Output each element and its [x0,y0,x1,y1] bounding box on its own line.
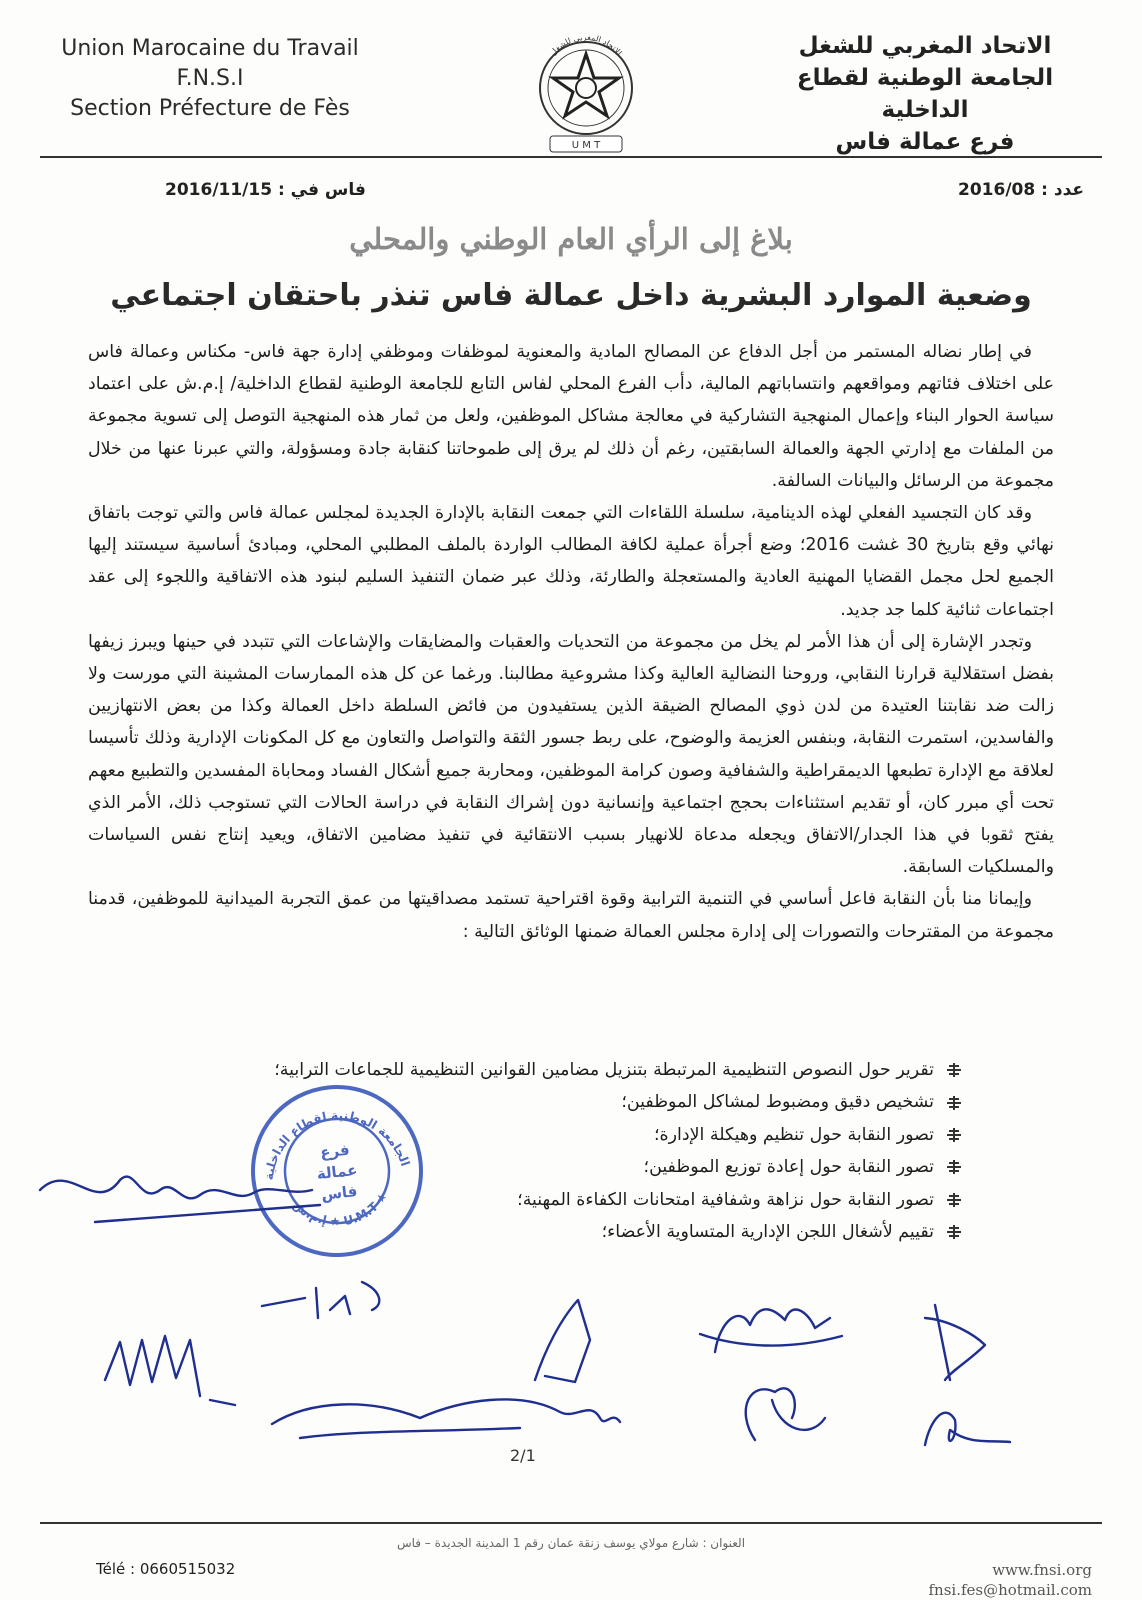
list-item-text: تشخيص دقيق ومضبوط لمشاكل الموظفين؛ [621,1092,934,1113]
signature-mark [105,1336,235,1405]
footer-website: www.fnsi.org [992,1561,1092,1579]
headline-title: وضعية الموارد البشرية داخل عمالة فاس تنذر باحتقان اجتماعي [110,278,1032,313]
document-body [88,336,1054,948]
page-number: 2/1 [510,1446,536,1465]
announcement-title: بلاغ إلى الرأي العام الوطني والمحلي [349,222,793,256]
footer-phone: Télé : 0660515032 [96,1560,236,1578]
footer-email: fnsi.fes@hotmail.com [928,1581,1092,1599]
logo-arc-text: الاتحاد المغربي للشغل [548,32,624,58]
cross-bullet-icon [946,1192,962,1208]
signature-mark [925,1305,985,1380]
header-arabic-line: الجامعة الوطنية لقطاع الداخلية [796,65,1054,123]
signature-mark [925,1413,1010,1445]
stamp-ring-text: الجامعة الوطنية لقطاع الداخلية [261,1108,413,1181]
header-french-line: Section Préfecture de Fès [70,96,350,121]
body-paragraph: وتجدر الإشارة إلى أن هذا الأمر لم يخل من مجموعة من التحديات والعقبات والمضايقات والإشاعات التي تتبدد في حينها ويبرز زيفها بفضل استقلالية قرارنا النقابي، وروحنا النضالية العالية وكذا مشروعية مطالبنا. ورغما عن كل هذه الممارسات المشينة التي مورست ولا زالت ضد نقابتنا العتيدة من لدن ذوي المصالح الضيقة الذين يستفيدون من فائض السلطة داخل العمالة وكذا من بعض الانتهازيين والفاسدين، استمرت النقابة، وبنفس العزيمة والوضوح، على ربط جسور الثقة والتواصل والتعاون مع كل المكونات الإدارية وذلك تأسيسا لعلاقة مع الإدارة تطبعها الديمقراطية والشفافية وصون كرامة الموظفين، ومحاربة جميع أشكال الفساد ومحاباة المفسدين والتطبيع معهم تحت أي مبرر كان، أو تقديم استثناءات بحجج اجتماعية وإنسانية دون إشراك النقابة في دراسة الحالات التي تستوجب ذلك، الأمر الذي يفتح ثقوبا في هذا الجدار/الاتفاق ويجعله مدعاة للانهيار بسبب الانتقائية في تنفيذ مضامين الاتفاق، ويعيد إنتاج نفس السياسات والمسلكيات السابقة. [88,631,1054,878]
signature-mark [272,1399,620,1438]
place-date: فاس في : 2016/11/15 [165,180,366,200]
body-paragraph: وإيمانا منا بأن النقابة فاعل أساسي في التنمية الترابية وقوة اقتراحية تستمد مصداقيتها من عمق التجربة الميدانية للموظفين، قدمنا مجموعة من المقترحات والتصورات إلى إدارة مجلس العمالة ضمنها الوثائق التالية : [88,889,1054,942]
stamp-center-line: فرع [319,1140,351,1162]
cross-bullet-icon [946,1095,962,1111]
header-french [40,34,380,124]
cross-bullet-icon [946,1127,962,1143]
list-item-text: تصور النقابة حول إعادة توزيع الموظفين؛ [643,1157,934,1178]
signature-mark [700,1309,842,1352]
cross-bullet-icon [946,1062,962,1078]
header-arabic-line: فرع عمالة فاس [835,129,1015,155]
cross-bullet-icon [946,1159,962,1175]
footer-divider [40,1522,1102,1524]
reference-number: عدد : 2016/08 [958,180,1084,200]
header-french-line: Union Marocaine du Travail [61,36,359,61]
header-arabic [760,30,1090,158]
union-stamp-icon [248,1082,426,1260]
signature-mark [746,1388,825,1440]
list-item-text: تصور النقابة حول تنظيم وهيكلة الإدارة؛ [654,1124,934,1145]
signature-mark [262,1282,379,1318]
header-arabic-line: الاتحاد المغربي للشغل [798,33,1052,59]
signature-mark [535,1300,590,1382]
list-item-text: تقييم لأشغال اللجن الإدارية المتساوية الأعضاء؛ [601,1222,934,1243]
list-item-text: تقرير حول النصوص التنظيمية المرتبطة بتنزيل مضامين القوانين التنظيمية للجماعات الترابية؛ [274,1060,934,1080]
header-divider [40,156,1102,158]
stamp-center-line: فاس [320,1182,359,1204]
body-paragraph: في إطار نضاله المستمر من أجل الدفاع عن المصالح المادية والمعنوية لموظفات وموظفي إدارة جهة فاس- مكناس وعمالة فاس على اختلاف فئاتهم ومواقعهم وانتساباتهم المالية، دأب الفرع المحلي لفاس التابع للجامعة الوطنية لقطاع الداخلية/ إ.م.ش على اعتماد سياسة الحوار البناء وإعمال المنهجية التشاركية في معالجة مشاكل الموظفين، ولعل من ثمار هذه المنهجية التوصل إلى تسوية مجموعة من الملفات مع إدارتي الجهة والعمالة السابقتين، رغم أن ذلك لم يرق إلى طموحاتنا كنقابة جادة ومسؤولة، والتي عبرنا عنها من خلال مجموعة من الرسائل والبيانات السالفة. [88,342,1054,491]
footer-web [928,1560,1092,1600]
list-item-text: تصور النقابة حول نزاهة وشفافية امتحانات الكفاءة المهنية؛ [517,1189,934,1210]
cross-bullet-icon [946,1224,962,1240]
umt-logo-icon [530,18,642,158]
header-french-line: F.N.S.I [176,66,244,91]
logo-text: U M T [571,140,601,151]
body-paragraph: وقد كان التجسيد الفعلي لهذه الدينامية، سلسلة اللقاءات التي جمعت النقابة بالإدارة الجديدة لمجلس عمالة فاس والتي توجت باتفاق نهائي وقع بتاريخ 30 غشت 2016؛ وضع أجرأة عملية لكافة المطالب الواردة بالملف المطلبي المحلي، ومبادئ أساسية سيستند إليها الجميع لحل مجمل القضايا المهنية العادية والمستعجلة والطارئة، وذلك عبر ضمان التنفيذ السليم لبنود هذه الاتفاقية واللجوء إلى عقد اجتماعات ثنائية كلما جد جديد. [88,503,1054,620]
footer-address: العنوان : شارع مولاي يوسف زنقة عمان رقم 1 المدينة الجديدة – فاس [396,1536,746,1550]
stamp-bottom-text: إ.م.ش ★ U.M.T ★ [290,1189,391,1229]
stamp-center-line: عمالة [315,1160,359,1184]
